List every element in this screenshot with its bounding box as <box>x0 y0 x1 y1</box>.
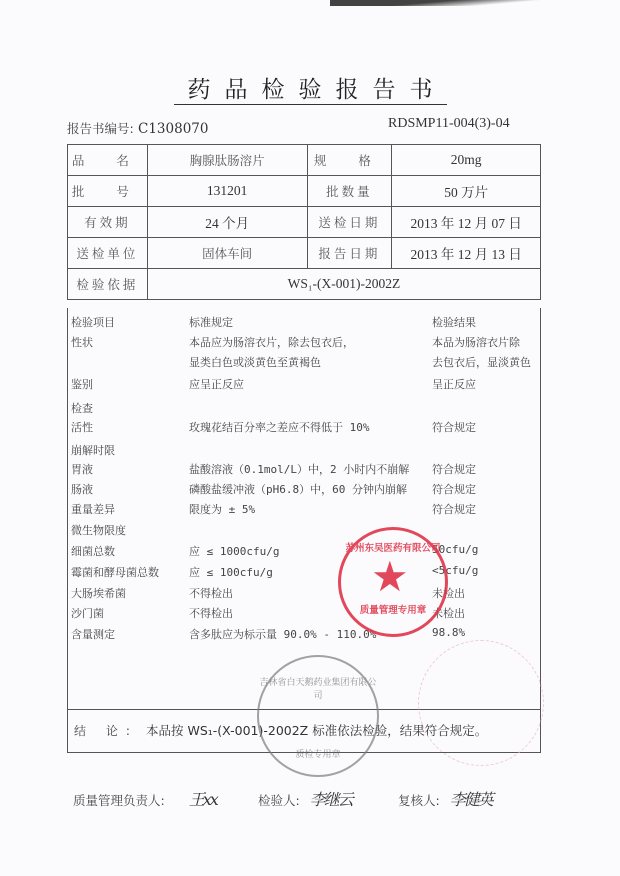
info-row <box>68 238 541 269</box>
quality-seal-red <box>338 527 448 637</box>
gray-seal-bottom-text: 质检专用章 <box>295 750 341 760</box>
result-item: 性状 <box>71 336 93 349</box>
result-item: 霉菌和酵母菌总数 <box>71 566 159 579</box>
inspector-label: 检验人: <box>258 793 300 808</box>
validity-label: 有效期 <box>68 207 148 238</box>
reviewer-label: 复核人: <box>398 793 440 808</box>
result-value: 50cfu/g <box>432 543 479 556</box>
result-row <box>68 605 540 625</box>
result-item: 大肠埃希菌 <box>71 587 126 600</box>
result-row <box>68 501 540 521</box>
report-number <box>67 119 208 137</box>
result-value: 符合规定 <box>432 463 476 476</box>
conclusion-label: 结 论: <box>74 724 138 738</box>
scan-edge-shadow <box>330 0 620 6</box>
result-row <box>68 442 540 462</box>
result-standard: 显类白色或淡黄色至黄褐色 <box>189 356 321 369</box>
validity: 24 个月 <box>147 207 307 238</box>
product-name-label: 品 名 <box>68 145 148 176</box>
conclusion-text: 本品按 WS₁-(X-001)-2002Z 标准依法检验，结果符合规定。 <box>146 723 488 738</box>
result-standard: 应 ≤ 1000cfu/g <box>189 545 280 558</box>
result-row <box>68 334 540 354</box>
result-value: 未检出 <box>432 587 465 600</box>
reviewer-sig: 李健英 <box>449 790 492 809</box>
result-standard: 限度为 ± 5% <box>189 503 256 516</box>
batch-no-label: 批 号 <box>68 176 148 207</box>
basis-value: WS₁-(X-001)-2002Z <box>147 269 540 300</box>
doc-code: RDSMP11-004(3)-04 <box>388 116 510 131</box>
product-name: 胸腺肽肠溶片 <box>147 145 307 176</box>
qa-manager-label: 质量管理负责人: <box>73 793 165 808</box>
result-row <box>68 585 540 605</box>
red-seal-top-text: 苏州东吴医药有限公司 <box>345 543 441 554</box>
result-row <box>68 354 540 374</box>
reviewer-signature <box>398 787 492 810</box>
batch-no: 131201 <box>147 176 307 207</box>
faint-stamp <box>418 640 544 766</box>
header-result: 检验结果 <box>432 316 476 329</box>
result-standard: 不得检出 <box>189 607 233 620</box>
result-row <box>68 543 540 563</box>
result-value: 符合规定 <box>432 421 476 434</box>
result-item: 微生物限度 <box>71 524 126 537</box>
result-item: 含量测定 <box>71 628 115 641</box>
results-header <box>68 314 540 334</box>
result-value: 符合规定 <box>432 483 476 496</box>
batch-qty-label: 批数量 <box>307 176 392 207</box>
result-item: 崩解时限 <box>71 444 115 457</box>
result-value: 去包衣后，显淡黄色 <box>432 356 531 369</box>
result-standard: 磷酸盐缓冲液（pH6.8）中，60 分钟内崩解 <box>189 483 407 496</box>
inspector-sig: 李继云 <box>309 790 352 809</box>
result-value: 98.8% <box>432 626 466 639</box>
result-item: 重量差异 <box>71 503 115 516</box>
spec-value: 20mg <box>392 145 541 176</box>
result-item: 鉴别 <box>71 378 93 391</box>
basis-label: 检验依据 <box>68 269 148 300</box>
qa-manager-sig: 王xx <box>188 790 217 809</box>
star-icon: ★ <box>371 552 409 601</box>
result-value: <5cfu/g <box>432 564 479 577</box>
title-text: 药品检验报告书 <box>174 76 447 105</box>
company-seal-gray <box>257 655 379 777</box>
result-standard: 不得检出 <box>189 587 233 600</box>
result-item: 沙门菌 <box>71 607 104 620</box>
result-item: 肠液 <box>71 483 93 496</box>
result-row <box>68 461 540 481</box>
result-item: 胃液 <box>71 463 93 476</box>
submit-date: 2013 年 12 月 07 日 <box>392 207 541 238</box>
result-row <box>68 419 540 439</box>
submit-unit: 固体车间 <box>147 238 307 269</box>
result-row <box>68 564 540 584</box>
result-value: 本品为肠溶衣片除 <box>432 336 520 349</box>
result-row <box>68 481 540 501</box>
document-title <box>0 76 620 105</box>
result-value: 未检出 <box>432 607 465 620</box>
result-item: 活性 <box>71 421 93 434</box>
report-date: 2013 年 12 月 13 日 <box>392 238 541 269</box>
report-number-label: 报告书编号: <box>67 121 134 136</box>
submit-unit-label: 送检单位 <box>68 238 148 269</box>
info-table <box>67 144 541 300</box>
result-row <box>68 522 540 542</box>
submit-date-label: 送检日期 <box>307 207 392 238</box>
result-item: 检查 <box>71 402 93 415</box>
qa-manager-signature <box>73 787 217 810</box>
batch-qty: 50 万片 <box>392 176 541 207</box>
result-standard: 玫瑰花结百分率之差应不得低于 10% <box>189 421 370 434</box>
red-seal-bottom-text: 质量管理专用章 <box>359 605 427 616</box>
result-standard: 盐酸溶液（0.1mol/L）中，2 小时内不崩解 <box>189 463 410 476</box>
result-row <box>68 376 540 396</box>
info-row <box>68 269 541 300</box>
report-number-value: C1308070 <box>138 121 209 137</box>
header-item: 检验项目 <box>71 316 115 329</box>
result-standard: 含多肽应为标示量 90.0% - 110.0% <box>189 628 377 641</box>
result-value: 符合规定 <box>432 503 476 516</box>
result-value: 呈正反应 <box>432 378 476 391</box>
result-standard: 本品应为肠溶衣片，除去包衣后， <box>189 336 354 349</box>
gray-seal-top-text: 吉林省白天鹅药业集团有限公司 <box>259 678 377 701</box>
spec-label: 规 格 <box>307 145 392 176</box>
info-row <box>68 176 541 207</box>
result-standard: 应 ≤ 100cfu/g <box>189 566 273 579</box>
result-row <box>68 400 540 420</box>
info-row <box>68 145 541 176</box>
report-date-label: 报告日期 <box>307 238 392 269</box>
result-standard: 应呈正反应 <box>189 378 244 391</box>
header-standard: 标准规定 <box>189 316 233 329</box>
info-row <box>68 207 541 238</box>
result-item: 细菌总数 <box>71 545 115 558</box>
inspector-signature <box>258 787 352 810</box>
